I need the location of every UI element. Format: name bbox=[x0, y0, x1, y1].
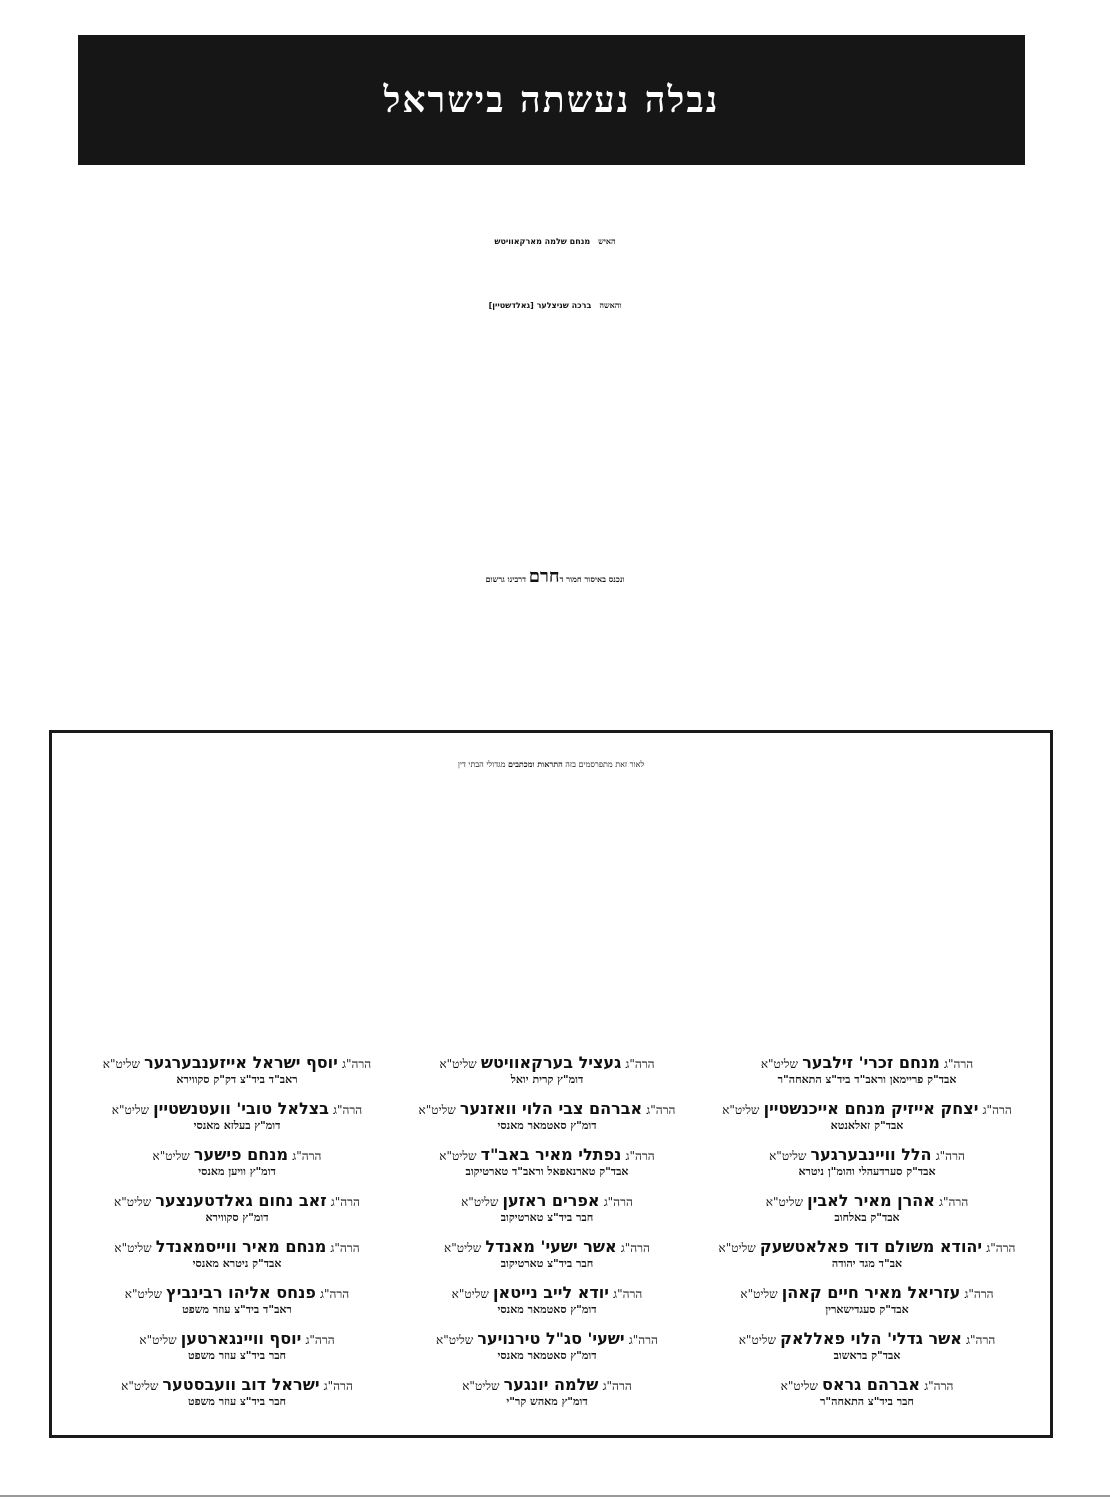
woman-name: ברכה שניצלער [גאלדשטיין] bbox=[488, 301, 592, 310]
rabbi-prefix: הרה"ג bbox=[625, 1149, 655, 1163]
signatory-name: יצחק אייזיק מנחם אייכנשטיין bbox=[763, 1099, 979, 1118]
signatory-name: פנחס אליהו רבינביץ bbox=[166, 1283, 316, 1302]
cherem-line bbox=[0, 566, 1110, 587]
signatory-line bbox=[87, 1237, 387, 1256]
rabbi-prefix: הרה"ג bbox=[603, 1195, 633, 1209]
shlita-suffix: שליט"א bbox=[436, 1333, 474, 1347]
rabbi-prefix: הרה"ג bbox=[330, 1241, 360, 1255]
signatory-line bbox=[397, 1237, 697, 1256]
signatory-line bbox=[397, 1099, 697, 1118]
shlita-suffix: שליט"א bbox=[769, 1149, 807, 1163]
man-name: מנחם שלמה מארקאוויטש bbox=[494, 237, 591, 246]
woman-name-line bbox=[0, 300, 1110, 310]
signatory-left bbox=[87, 1145, 387, 1178]
signatory-line bbox=[87, 1191, 387, 1210]
cherem-line-post: דרבינו גרשום bbox=[485, 574, 529, 584]
man-label: האיש bbox=[598, 236, 616, 246]
signatory-name: מנחם פישער bbox=[193, 1145, 289, 1164]
shlita-suffix: שליט"א bbox=[121, 1379, 159, 1393]
shlita-suffix: שליט"א bbox=[718, 1241, 756, 1255]
signatory-left bbox=[87, 1237, 387, 1270]
shlita-suffix: שליט"א bbox=[722, 1103, 760, 1117]
signatory-name: נפתלי מאיר באב"ד bbox=[480, 1145, 622, 1164]
box-intro-bold: התראות ומכתבים bbox=[507, 759, 563, 769]
signatory-middle bbox=[397, 1191, 697, 1224]
signatory-right bbox=[717, 1283, 1017, 1316]
signatory-name: יודא לייב נייטאן bbox=[493, 1283, 609, 1302]
signatory-name: יוסף וויינגארטען bbox=[180, 1329, 302, 1348]
signatory-title: ראב"ד ביד"צ עוזר משפט bbox=[182, 1303, 292, 1316]
cherem-line-pre: ונכנס באיסור חמור ד bbox=[559, 574, 625, 584]
signatory-line bbox=[397, 1329, 697, 1348]
signatory-title: אבד"ק טארנאפאל וראב"ד טארטיקוב bbox=[465, 1165, 629, 1178]
signatory-right bbox=[717, 1099, 1017, 1132]
rabbi-prefix: הרה"ג bbox=[342, 1057, 372, 1071]
signatory-name: שלמה יונגער bbox=[503, 1375, 599, 1394]
signatory-line bbox=[717, 1053, 1017, 1072]
signatory-name: מנחם מאיר ווייסמאנדל bbox=[155, 1237, 327, 1256]
shlita-suffix: שליט"א bbox=[780, 1379, 818, 1393]
rabbi-prefix: הרה"ג bbox=[613, 1287, 643, 1301]
rabbi-prefix: הרה"ג bbox=[935, 1149, 965, 1163]
woman-label: והאשה bbox=[599, 300, 622, 310]
signatory-line bbox=[397, 1145, 697, 1164]
signatory-title: דומ"ץ קרית יואל bbox=[510, 1073, 584, 1086]
signatory-line bbox=[717, 1145, 1017, 1164]
rabbi-prefix: הרה"ג bbox=[320, 1287, 350, 1301]
rabbi-prefix: הרה"ג bbox=[620, 1241, 650, 1255]
bottom-divider bbox=[0, 1495, 1110, 1497]
shlita-suffix: שליט"א bbox=[152, 1149, 190, 1163]
signatory-left bbox=[87, 1375, 387, 1408]
man-name-line bbox=[0, 236, 1110, 246]
rabbi-prefix: הרה"ג bbox=[305, 1333, 335, 1347]
shlita-suffix: שליט"א bbox=[451, 1287, 489, 1301]
cherem-word: חרם bbox=[528, 566, 560, 587]
shlita-suffix: שליט"א bbox=[760, 1057, 799, 1071]
rabbi-prefix: הרה"ג bbox=[333, 1103, 363, 1117]
signatory-right bbox=[717, 1375, 1017, 1408]
signatory-line bbox=[397, 1283, 697, 1302]
signatory-title: חבר ביד"צ עוזר משפט bbox=[187, 1349, 287, 1362]
shlita-suffix: שליט"א bbox=[462, 1379, 500, 1393]
signatory-line bbox=[397, 1053, 697, 1072]
signatory-left bbox=[87, 1283, 387, 1316]
signatory-right bbox=[717, 1145, 1017, 1178]
signatory-name: אברהם צבי הלוי וואזנער bbox=[459, 1099, 643, 1118]
box-intro-post: מגדולי הבתי דין bbox=[457, 760, 508, 769]
signatory-middle bbox=[397, 1283, 697, 1316]
signatory-name: אברהם גראס bbox=[822, 1375, 921, 1394]
rabbi-prefix: הרה"ג bbox=[323, 1379, 353, 1393]
signatory-name: ישראל דוב וועבסטער bbox=[162, 1375, 320, 1394]
rabbi-prefix: הרה"ג bbox=[625, 1057, 655, 1071]
signatory-name: אהרן מאיר לאבין bbox=[807, 1191, 935, 1210]
rabbi-prefix: הרה"ג bbox=[292, 1149, 322, 1163]
signatory-title: דומ"ץ סאטמאר מאנסי bbox=[497, 1119, 597, 1132]
signatory-right bbox=[717, 1053, 1017, 1086]
rabbi-prefix: הרה"ג bbox=[982, 1103, 1012, 1117]
rabbi-prefix: הרה"ג bbox=[943, 1057, 974, 1071]
shlita-suffix: שליט"א bbox=[444, 1241, 482, 1255]
signatory-line bbox=[717, 1283, 1017, 1302]
signatory-name: עזריאל מאיר חיים קאהן bbox=[781, 1283, 961, 1302]
signatory-name: הלל וויינבערגער bbox=[810, 1145, 932, 1164]
signatory-left bbox=[87, 1053, 387, 1086]
signatory-title: דומ"ץ סאטמאר מאנסי bbox=[497, 1303, 597, 1316]
rabbi-prefix: הרה"ג bbox=[646, 1103, 676, 1117]
shlita-suffix: שליט"א bbox=[139, 1333, 177, 1347]
signatory-line bbox=[717, 1237, 1017, 1256]
signatory-middle bbox=[397, 1375, 697, 1408]
signatory-name: אפרים ראזען bbox=[502, 1191, 600, 1210]
signatory-title: אבד"ק פריימאן וראב"ד ביד"צ התאחה"ר bbox=[777, 1073, 957, 1086]
shlita-suffix: שליט"א bbox=[111, 1103, 149, 1117]
signatory-title: דומ"ץ בעלזא מאנסי bbox=[193, 1119, 281, 1132]
signatory-title: חבר ביד"צ עוזר משפט bbox=[187, 1395, 287, 1408]
shlita-suffix: שליט"א bbox=[765, 1195, 803, 1209]
signatory-line bbox=[87, 1329, 387, 1348]
rabbi-prefix: הרה"ג bbox=[602, 1379, 632, 1393]
signatory-right bbox=[717, 1191, 1017, 1224]
shlita-suffix: שליט"א bbox=[738, 1333, 776, 1347]
signatory-name: יוסף ישראל אייזענבערגער bbox=[144, 1053, 338, 1072]
signatory-name: ישעי' סג"ל טירנויער bbox=[477, 1329, 625, 1348]
signatory-title: אבד"ק ניטרא מאנסי bbox=[192, 1257, 282, 1270]
signatory-left bbox=[87, 1099, 387, 1132]
box-intro-pre: לאור זאת מתפרסמים בזה bbox=[562, 760, 645, 769]
signatory-line bbox=[87, 1283, 387, 1302]
signatory-title: דומ"ץ מאהש קר"י bbox=[506, 1395, 588, 1408]
signatory-title: אבד"ק סערדעהלי והומ"ן ניטרא bbox=[798, 1165, 936, 1178]
signatory-title: אבד"ק סעגדישארין bbox=[825, 1303, 909, 1316]
signatory-left bbox=[87, 1191, 387, 1224]
shlita-suffix: שליט"א bbox=[114, 1241, 152, 1255]
signatures-grid bbox=[52, 1053, 1050, 1423]
headline-banner: נבלה נעשתה בישראל bbox=[78, 35, 1025, 165]
signatory-middle bbox=[397, 1237, 697, 1270]
signatory-line bbox=[717, 1329, 1017, 1348]
signatory-middle bbox=[397, 1099, 697, 1132]
shlita-suffix: שליט"א bbox=[439, 1057, 477, 1071]
signatory-line bbox=[717, 1099, 1017, 1118]
shlita-suffix: שליט"א bbox=[114, 1195, 152, 1209]
shlita-suffix: שליט"א bbox=[461, 1195, 499, 1209]
signatory-title: חבר ביד"צ טארטיקוב bbox=[500, 1257, 594, 1270]
signatory-name: זאב נחום גאלדטענצער bbox=[155, 1191, 327, 1210]
shlita-suffix: שליט"א bbox=[102, 1057, 141, 1071]
signatory-line bbox=[717, 1375, 1017, 1394]
signatory-title: ראב"ד ביד"צ דק"ק סקווירא bbox=[176, 1073, 298, 1086]
shlita-suffix: שליט"א bbox=[418, 1103, 456, 1117]
signatory-name: בצלאל טובי' וועטנשטיין bbox=[153, 1099, 329, 1118]
signatory-title: דומ"ץ סאטמאר מאנסי bbox=[497, 1349, 597, 1362]
rabbi-prefix: הרה"ג bbox=[964, 1287, 994, 1301]
rabbi-prefix: הרה"ג bbox=[966, 1333, 996, 1347]
signatory-middle bbox=[397, 1329, 697, 1362]
rabbi-prefix: הרה"ג bbox=[628, 1333, 658, 1347]
shlita-suffix: שליט"א bbox=[439, 1149, 477, 1163]
signatory-title: דומ"ץ סקווירא bbox=[205, 1211, 269, 1224]
signatory-name: אשר גדלי' הלוי פאללאק bbox=[780, 1329, 962, 1348]
rabbi-prefix: הרה"ג bbox=[330, 1195, 360, 1209]
signatory-line bbox=[87, 1145, 387, 1164]
signatory-line bbox=[397, 1375, 697, 1394]
rabbi-prefix: הרה"ג bbox=[939, 1195, 969, 1209]
warnings-box bbox=[49, 730, 1053, 1438]
signatory-right bbox=[717, 1329, 1017, 1362]
rabbi-prefix: הרה"ג bbox=[986, 1241, 1016, 1255]
signatory-left bbox=[87, 1329, 387, 1362]
signatory-title: דומ"ץ וויען מאנסי bbox=[198, 1165, 276, 1178]
signatory-name: יהודא משולם דוד פאלאטשעק bbox=[759, 1237, 983, 1256]
signatory-title: אבד"ק זאלאנטא bbox=[830, 1119, 904, 1132]
signatory-line bbox=[87, 1099, 387, 1118]
signatory-middle bbox=[397, 1053, 697, 1086]
signatory-title: אב"ד מגד יהודה bbox=[831, 1257, 903, 1270]
shlita-suffix: שליט"א bbox=[124, 1287, 163, 1301]
signatory-line bbox=[87, 1053, 387, 1072]
signatory-middle bbox=[397, 1145, 697, 1178]
signatory-name: געציל בערקאוויטש bbox=[480, 1053, 622, 1072]
signatory-name: מנחם זכרי' זילבער bbox=[802, 1053, 940, 1072]
signatory-line bbox=[717, 1191, 1017, 1210]
signatory-title: חבר ביד"צ טארטיקוב bbox=[500, 1211, 594, 1224]
signatory-line bbox=[87, 1375, 387, 1394]
signatory-title: חבר ביד"צ התאחה"ר bbox=[820, 1395, 914, 1408]
shlita-suffix: שליט"א bbox=[740, 1287, 778, 1301]
signatory-title: אבד"ק באלחוב bbox=[834, 1211, 900, 1224]
signatory-right bbox=[717, 1237, 1017, 1270]
signatory-title: אבד"ק בראשוב bbox=[833, 1349, 901, 1362]
signatory-name: אשר ישעי' מאנדל bbox=[485, 1237, 617, 1256]
box-intro bbox=[52, 759, 1050, 769]
signatory-line bbox=[397, 1191, 697, 1210]
rabbi-prefix: הרה"ג bbox=[924, 1379, 954, 1393]
